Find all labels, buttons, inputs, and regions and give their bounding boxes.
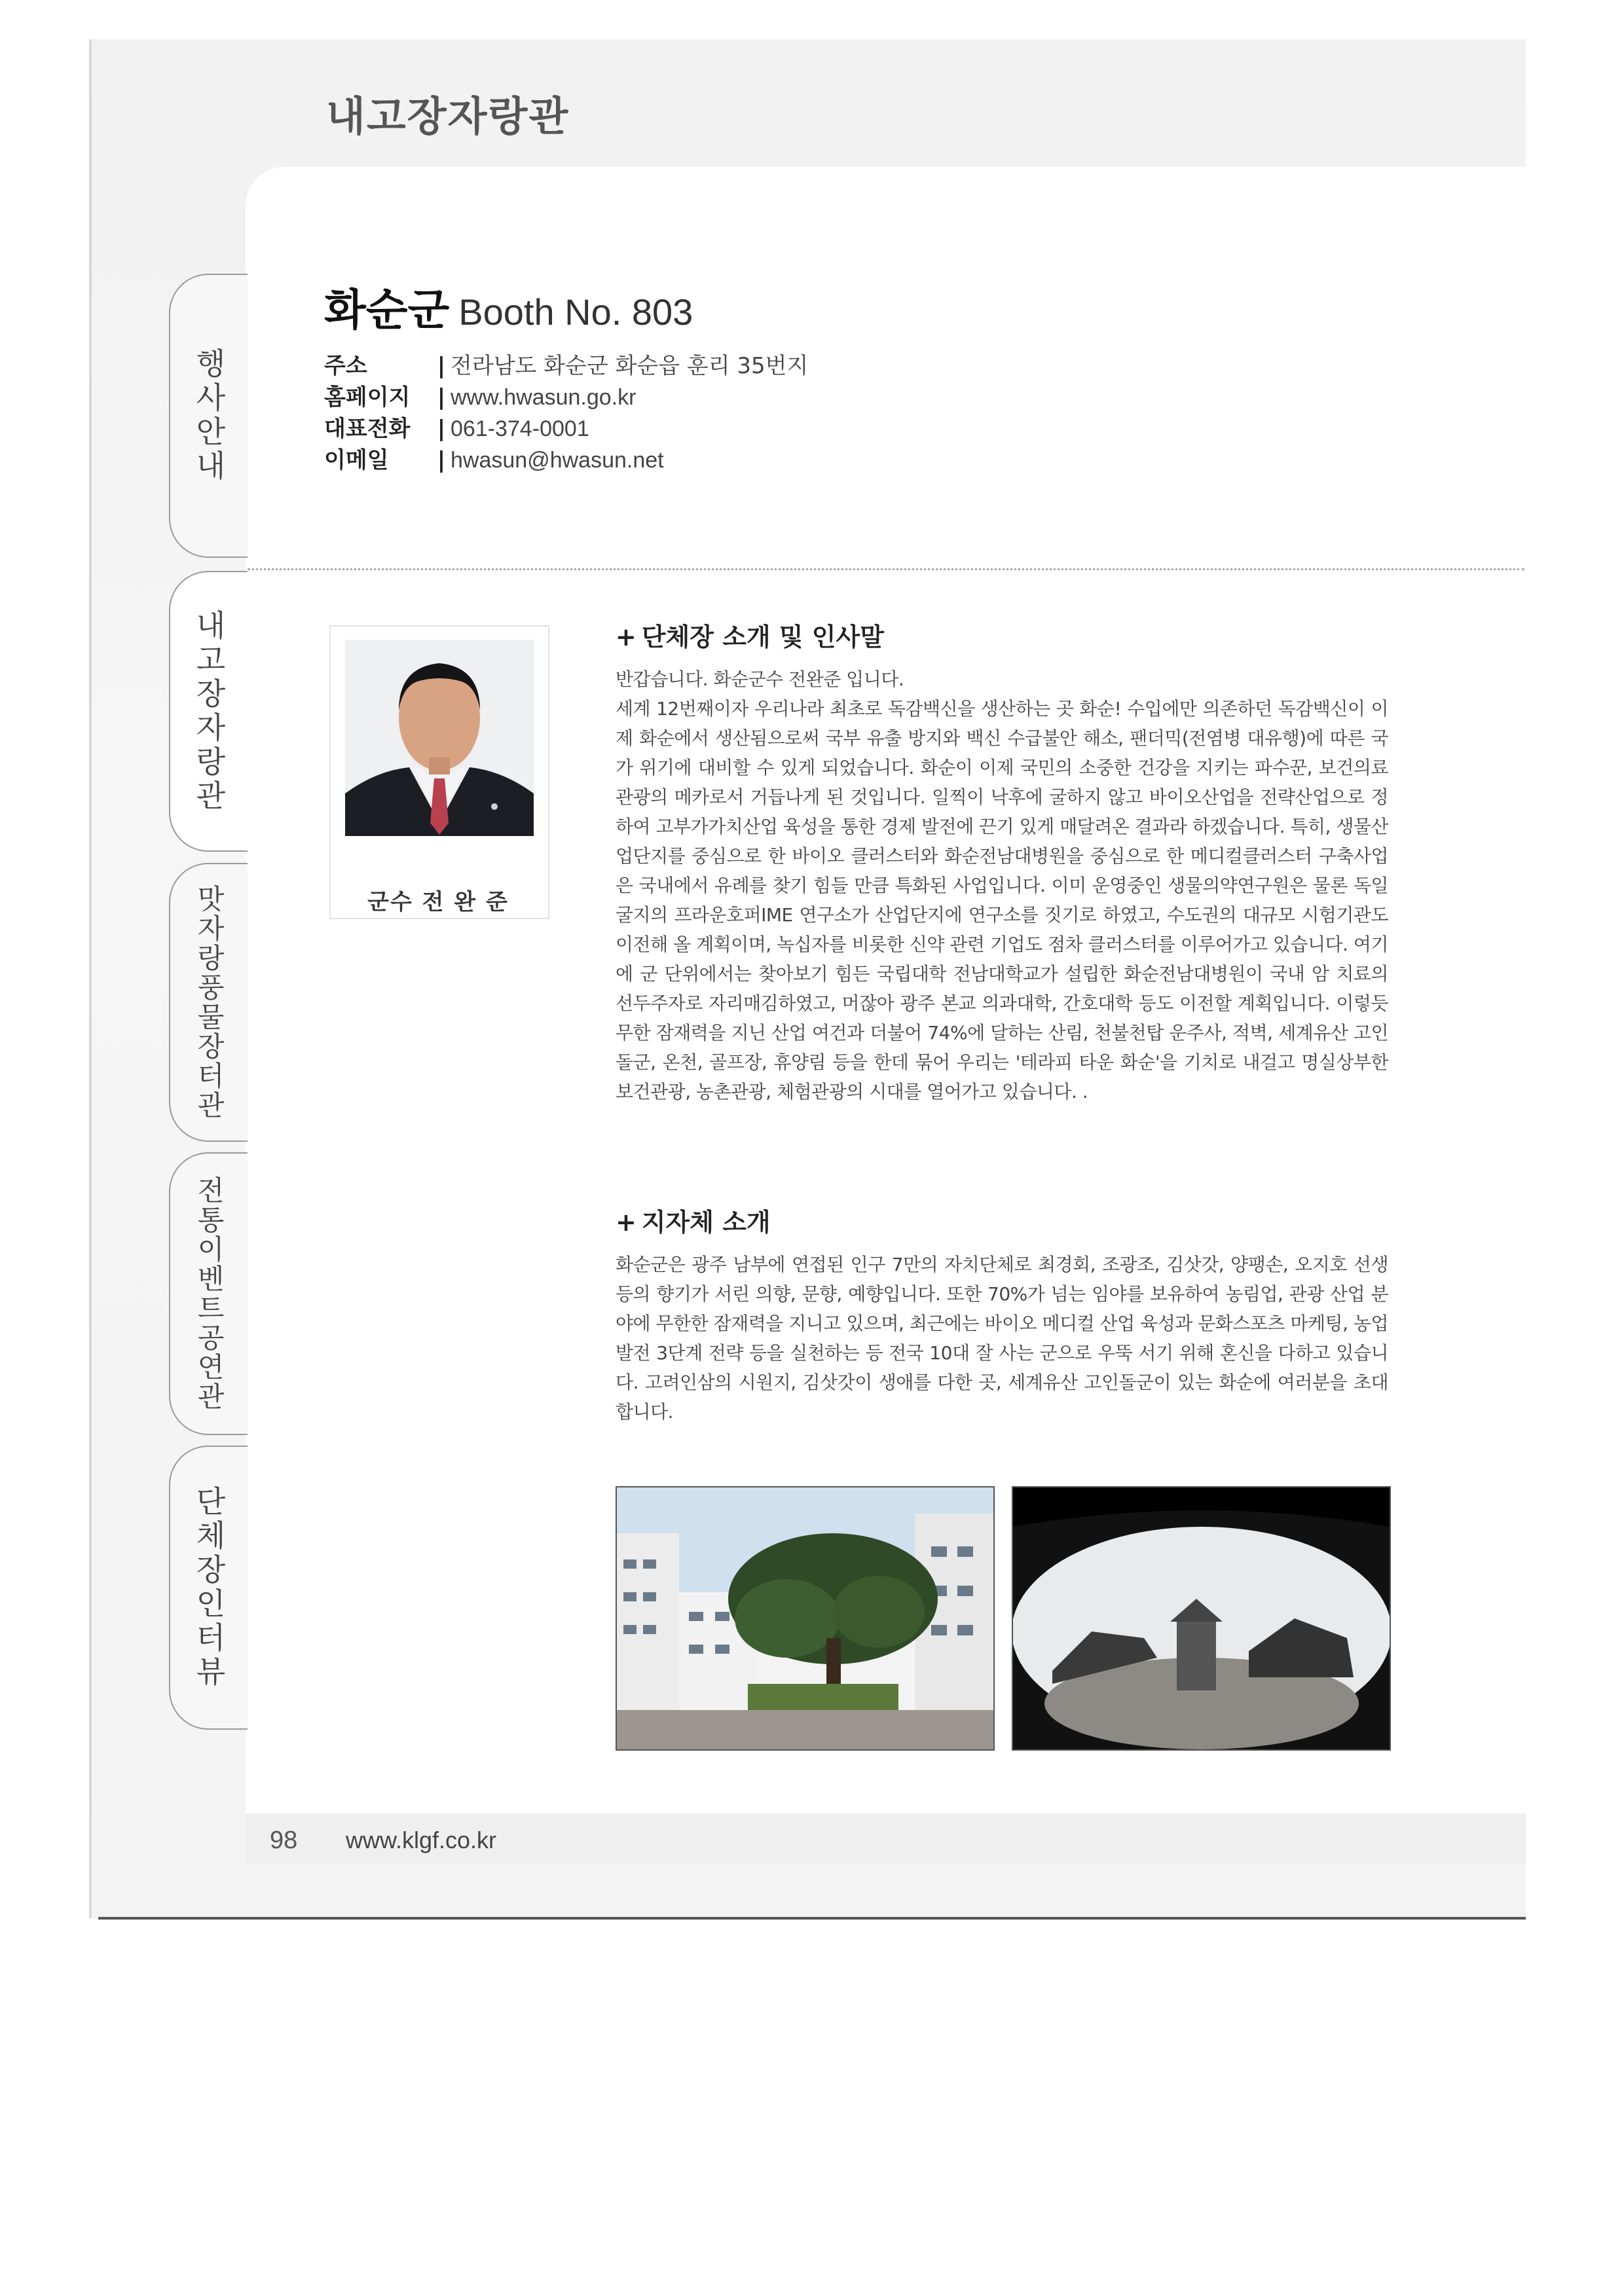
info-label: 홈페이지	[324, 384, 411, 410]
info-label: 주소	[324, 353, 367, 379]
tab-label: 내고장자랑관	[191, 609, 227, 814]
info-label: 이메일	[324, 447, 389, 473]
building-photo	[616, 1486, 995, 1751]
plus-icon: +	[616, 1208, 637, 1237]
page-bottom-rule	[98, 1917, 1526, 1920]
page-number: 98	[270, 1827, 298, 1854]
greeting-paragraph: 반갑습니다. 화순군수 전완준 입니다.	[616, 668, 904, 690]
greeting-heading-text: 단체장 소개 및 인사말	[641, 623, 884, 651]
section-title: 내고장자랑관	[326, 92, 570, 140]
booth-number: Booth No. 803	[458, 291, 693, 333]
intro-section	[616, 1202, 1388, 1427]
tab-label: 전통이벤트공연관	[193, 1176, 225, 1412]
email-link[interactable]: hwasun@hwasun.net	[451, 448, 664, 473]
separator: |	[437, 416, 446, 442]
intro-paragraph: 화순군은 광주 남부에 연접된 인구 7만의 자치단체로 최경회, 조광조, 김삿갓, 양팽손, 오지호 선생 등의 향기가 서린 의향, 문향, 예향입니다. 또한 70%가 넘는 임야를 보유하여 농림업, 관광 산업 분야에 무한한 잠재력을 지니고 있으며, 최근에는 바이오 메디컬 산업 육성과 문화스포츠 마케팅, 농업발전 3단계 전략 등을 실천하는 등 전국 10대 잘 사는 군으로 우뚝 서기 위해 혼신을 다하고 있습니다. 고려인삼의 시원지, 김삿갓이 생애를 다한 곳, 세계유산 고인돌군이 있는 화순에 여러분을 초대합니다.	[616, 1254, 1388, 1423]
separator: |	[437, 353, 446, 379]
info-homepage	[324, 382, 808, 413]
tab-label: 행사안내	[191, 348, 227, 484]
info-phone	[324, 413, 808, 445]
booth-header	[324, 275, 693, 337]
temple-panorama-photo	[1012, 1486, 1391, 1751]
dotted-divider	[248, 568, 1524, 570]
tab-label: 맛자랑풍물장터관	[193, 884, 225, 1120]
tab-food-market[interactable]	[169, 863, 248, 1142]
info-address	[324, 350, 808, 382]
separator: |	[437, 447, 446, 473]
booth-name: 화순군	[324, 285, 450, 335]
intro-body	[616, 1250, 1388, 1427]
portrait-photo	[331, 627, 548, 918]
contact-info	[324, 350, 808, 476]
tab-leader-interview[interactable]	[169, 1446, 248, 1730]
greeting-paragraph: 세계 12번째이자 우리나라 최초로 독감백신을 생산하는 곳 화순! 수입에만 의존하던 독감백신이 이제 화순에서 생산됨으로써 국부 유출 방지와 백신 수급불안 해소, 팬더믹(전염병 대유행)에 따른 국가 위기에 대비할 수 있게 되었습니다. 화순이 이제 국민의 소중한 건강을 지키는 파수꾼, 보건의료관광의 메카로서 거듭나게 된 것입니다. 일찍이 낙후에 굴하지 않고 바이오산업을 전략산업으로 정하여 고부가가치산업 육성을 통한 경제 발전에 끈기 있게 매달려온 결과라 하겠습니다. 특히, 생물산업단지를 중심으로 한 바이오 클러스터와 화순전남대병원을 중심으로 한 메디컬클러스터 구축사업은 국내에서 유례를 찾기 힘들 만큼 특화된 사업입니다. 이미 운영중인 생물의약연구원은 물론 독일 굴지의 프라운호퍼IME 연구소가 산업단지에 연구소를 짓기로 하였고, 수도권의 대규모 시험기관도 이전해 올 계획이며, 녹십자를 비롯한 신약 관련 기업도 점차 클러스터를 이루어가고 있습니다. 여기에 군 단위에서는 찾아보기 힘든 국립대학 전남대학교가 설립한 화순전남대병원이 국내 암 치료의 선두주자로 자리매김하였고, 머잖아 광주 본교 의과대학, 간호대학 등도 이전할 계획입니다. 이렇듯 무한 잠재력을 지닌 산업 여건과 더불어 74%에 달하는 산림, 천불천탑 운주사, 적벽, 세계유산 고인돌군, 온천, 골프장, 휴양림 등을 한데 묶어 우리는 '테라피 타운 화순'을 기치로 내걸고 명실상부한 보건관광, 농촌관광, 체험관광의 시대를 열어가고 있습니다. .	[616, 698, 1388, 1102]
info-email	[324, 445, 808, 476]
greeting-body	[616, 665, 1388, 1106]
phone-value: 061-374-0001	[451, 416, 589, 441]
tab-local-pride[interactable]	[169, 571, 248, 852]
page-edge	[89, 39, 92, 1918]
portrait-caption: 군수 전 완 준	[367, 889, 509, 915]
tab-traditional-event[interactable]	[169, 1152, 248, 1435]
greeting-heading	[616, 617, 1388, 653]
homepage-link[interactable]: www.hwasun.go.kr	[451, 385, 637, 410]
footer-url[interactable]: www.klgf.co.kr	[346, 1827, 497, 1853]
intro-heading	[616, 1202, 1388, 1238]
tab-label: 단체장인터뷰	[191, 1485, 227, 1690]
plus-icon: +	[616, 623, 637, 651]
info-label: 대표전화	[324, 416, 411, 442]
separator: |	[437, 384, 446, 410]
greeting-section	[616, 617, 1388, 1106]
intro-heading-text: 지자체 소개	[641, 1208, 771, 1237]
portrait-frame	[329, 625, 549, 919]
tab-event-info[interactable]	[169, 274, 248, 558]
address-value: 전라남도 화순군 화순읍 훈리 35번지	[451, 353, 809, 379]
